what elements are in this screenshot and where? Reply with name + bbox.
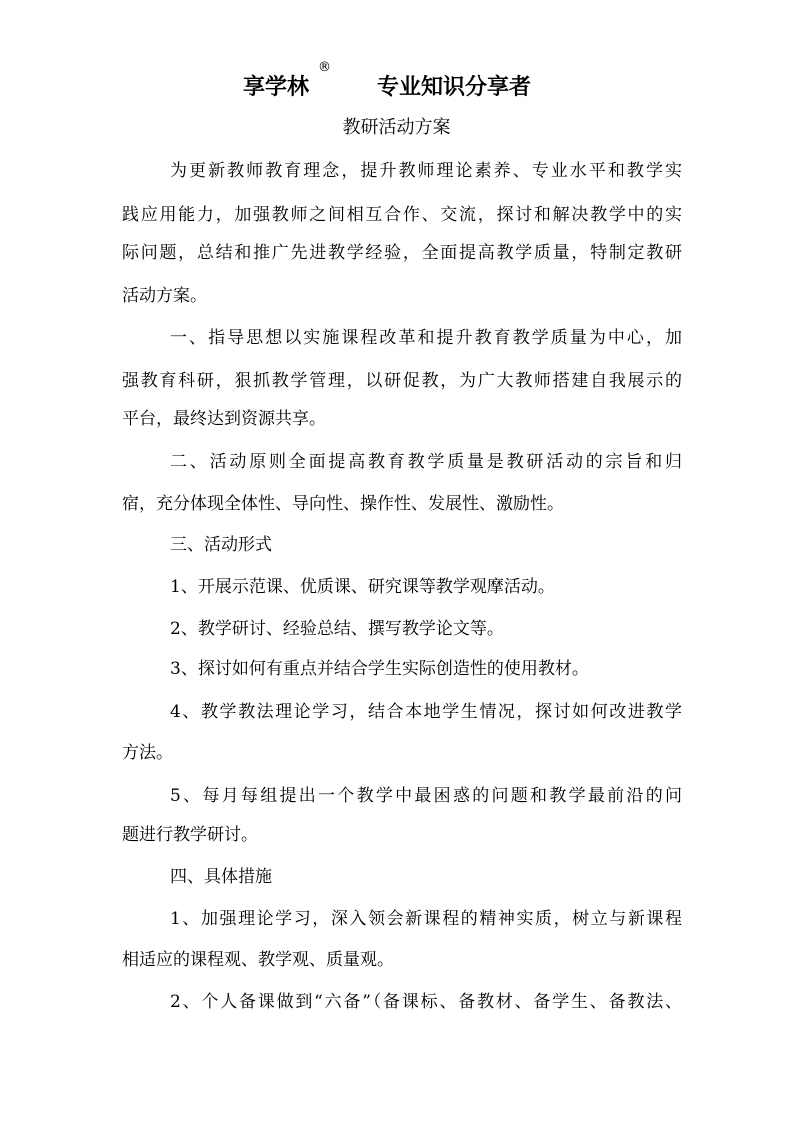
body-line: 践应用能力，加强教师之间相互合作、交流，探讨和解决教学中的实 bbox=[122, 205, 682, 225]
brand-slogan: 专业知识分享者 bbox=[377, 75, 532, 100]
list-item: 2、个人备课做到“六备”（备课标、备教材、备学生、备教法、 bbox=[170, 992, 682, 1012]
document-title: 教研活动方案 bbox=[342, 117, 451, 138]
section-heading: 四、具体措施 bbox=[170, 867, 272, 887]
body-line: 平台，最终达到资源共享。 bbox=[122, 409, 326, 429]
body-line: 为更新教师教育理念，提升教师理论素养、专业水平和教学实 bbox=[170, 161, 682, 181]
body-line: 二、活动原则全面提高教育教学质量是教研活动的宗旨和归 bbox=[170, 452, 682, 472]
body-line: 活动方案。 bbox=[122, 286, 207, 306]
list-item: 2、教学研讨、经验总结、撰写教学论文等。 bbox=[170, 619, 504, 639]
body-line: 强教育科研，狠抓教学管理，以研促教，为广大教师搭建自我展示的 bbox=[122, 371, 682, 391]
brand-name: 享学林 bbox=[243, 75, 310, 100]
list-item-continued: 相适应的课程观、教学观、质量观。 bbox=[122, 950, 394, 970]
list-item-continued: 方法。 bbox=[122, 743, 173, 763]
list-item: 1、开展示范课、优质课、研究课等教学观摩活动。 bbox=[170, 577, 555, 597]
list-item-continued: 题进行教学研讨。 bbox=[122, 825, 258, 845]
list-item: 3、探讨如何有重点并结合学生实际创造性的使用教材。 bbox=[170, 659, 589, 679]
body-line: 宿，充分体现全体性、导向性、操作性、发展性、激励性。 bbox=[122, 494, 564, 514]
registered-mark: ® bbox=[318, 60, 331, 75]
section-heading: 三、活动形式 bbox=[170, 535, 272, 555]
body-line: 一、指导思想以实施课程改革和提升教育教学质量为中心，加 bbox=[170, 328, 682, 348]
list-item: 5、每月每组提出一个教学中最困惑的问题和教学最前沿的问 bbox=[170, 786, 682, 806]
list-item: 4、教学教法理论学习，结合本地学生情况，探讨如何改进教学 bbox=[170, 702, 682, 722]
page-header bbox=[0, 60, 793, 106]
list-item: 1、加强理论学习，深入领会新课程的精神实质，树立与新课程 bbox=[170, 909, 682, 929]
body-line: 际问题，总结和推广先进教学经验，全面提高教学质量，特制定教研 bbox=[122, 243, 682, 263]
